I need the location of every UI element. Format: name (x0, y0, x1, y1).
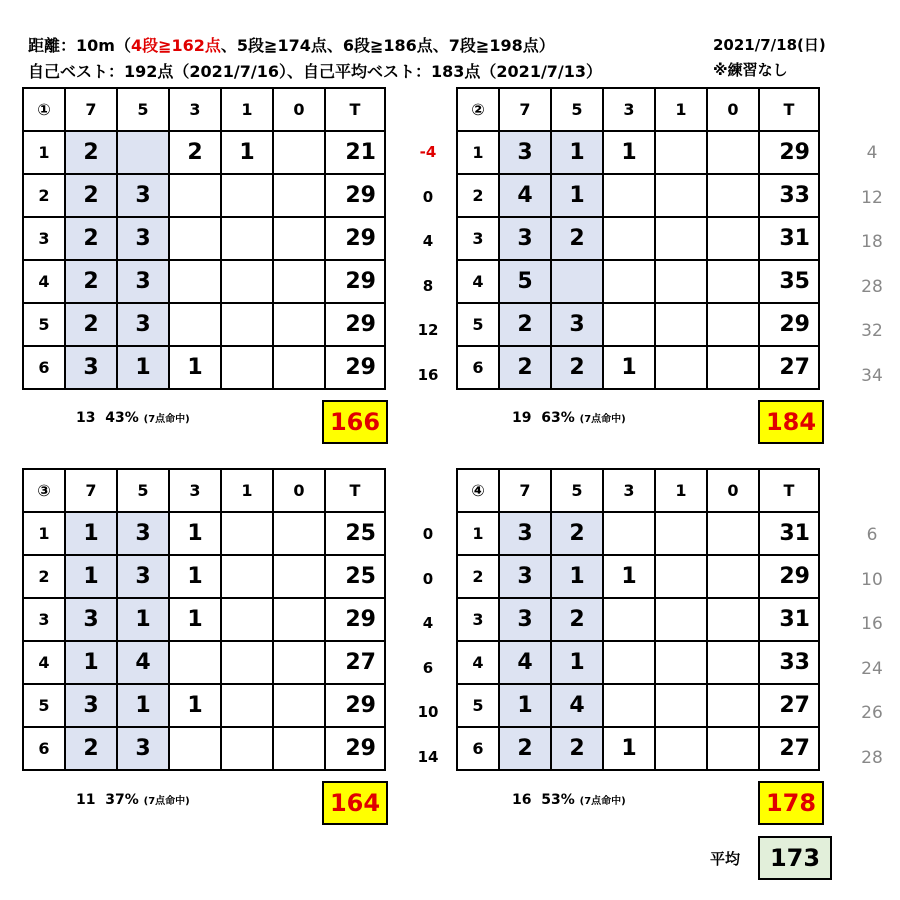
col-header-3: 3 (169, 88, 221, 131)
col-header-7: 7 (499, 469, 551, 512)
table-row (23, 555, 385, 598)
end-total: 29 (325, 598, 385, 641)
end-number: 1 (23, 131, 65, 174)
count-5: 3 (117, 217, 169, 260)
count-5: 4 (117, 641, 169, 684)
score-table (22, 87, 386, 390)
table-row (457, 217, 819, 260)
end-total: 35 (759, 260, 819, 303)
end-number: 6 (457, 727, 499, 770)
table-row (23, 260, 385, 303)
hit-rate: 43% (105, 410, 139, 426)
sheet-label: ④ (457, 469, 499, 512)
count-3 (169, 727, 221, 770)
count-0 (707, 555, 759, 598)
distance-requirements (28, 33, 555, 56)
end-number: 4 (23, 260, 65, 303)
count-1 (221, 174, 273, 217)
diff-value: 4 (422, 614, 434, 632)
hit-rate-note: (7点命中) (579, 414, 626, 425)
cumulative-value: 18 (861, 232, 883, 252)
count-1 (655, 641, 707, 684)
table-row (23, 217, 385, 260)
col-header-7: 7 (65, 88, 117, 131)
score-sheet-4 (456, 468, 818, 771)
count-5: 1 (117, 684, 169, 727)
sheet-total-2: 184 (758, 400, 824, 444)
end-number: 2 (457, 555, 499, 598)
hit-summary-2 (512, 410, 626, 426)
col-header-0: 0 (273, 88, 325, 131)
count-7: 3 (499, 131, 551, 174)
end-number: 5 (457, 303, 499, 346)
average-label: 平均 (710, 850, 741, 868)
count-1: 1 (221, 131, 273, 174)
count-1 (221, 260, 273, 303)
col-header-5: 5 (117, 469, 169, 512)
count-1 (655, 684, 707, 727)
count-0 (273, 217, 325, 260)
count-0 (273, 131, 325, 174)
end-total: 29 (325, 727, 385, 770)
cumulative-value: 24 (861, 659, 883, 679)
hit-rate-note: (7点命中) (143, 414, 190, 425)
diff-value: 12 (417, 321, 439, 339)
count-1 (655, 131, 707, 174)
end-total: 25 (325, 512, 385, 555)
end-total: 25 (325, 555, 385, 598)
table-row (23, 598, 385, 641)
end-number: 5 (457, 684, 499, 727)
sheet-total-4: 178 (758, 781, 824, 825)
count-5: 1 (551, 641, 603, 684)
sheet-total-1: 166 (322, 400, 388, 444)
end-total: 29 (759, 131, 819, 174)
cumulative-value: 6 (866, 525, 878, 545)
table-header-row (23, 469, 385, 512)
count-7: 1 (499, 684, 551, 727)
table-header-row (457, 469, 819, 512)
session-note: ※練習なし (713, 61, 788, 79)
count-7: 3 (499, 598, 551, 641)
col-header-1: 1 (221, 88, 273, 131)
col-header-1: 1 (221, 469, 273, 512)
sheet-label: ② (457, 88, 499, 131)
end-total: 27 (759, 346, 819, 389)
count-3 (169, 641, 221, 684)
count-5: 1 (551, 131, 603, 174)
cumulative-value: 28 (861, 748, 883, 768)
count-3: 1 (603, 131, 655, 174)
diff-value: 0 (422, 525, 434, 543)
count-0 (707, 303, 759, 346)
diff-value: 14 (417, 748, 439, 766)
grade4-requirement: 4段≧162点 (130, 36, 221, 55)
count-7: 2 (65, 260, 117, 303)
count-5: 2 (551, 512, 603, 555)
table-header-row (457, 88, 819, 131)
count-3 (603, 684, 655, 727)
count-7: 3 (65, 684, 117, 727)
count-0 (273, 727, 325, 770)
grade-requirements: 、5段≧174点、6段≧186点、7段≧198点） (220, 36, 555, 55)
count-5: 3 (551, 303, 603, 346)
diff-value: 4 (422, 232, 434, 250)
col-header-5: 5 (117, 88, 169, 131)
end-number: 4 (457, 260, 499, 303)
count-1 (655, 260, 707, 303)
count-1 (221, 684, 273, 727)
score-table (456, 87, 820, 390)
count-7: 2 (499, 303, 551, 346)
count-1 (221, 217, 273, 260)
table-row (457, 260, 819, 303)
count-7: 2 (65, 303, 117, 346)
cumulative-value: 10 (861, 570, 883, 590)
count-7: 1 (65, 512, 117, 555)
count-3: 1 (169, 512, 221, 555)
table-row (23, 684, 385, 727)
cumulative-value: 28 (861, 277, 883, 297)
count-5: 3 (117, 174, 169, 217)
count-7: 2 (65, 131, 117, 174)
count-0 (273, 174, 325, 217)
cumulative-value: 4 (866, 143, 878, 163)
average-value: 173 (758, 836, 832, 880)
col-header-total: T (759, 469, 819, 512)
count-7: 3 (65, 346, 117, 389)
distance-text: 距離：10m（ (28, 36, 131, 55)
table-row (457, 727, 819, 770)
diff-value: 10 (417, 703, 439, 721)
end-number: 1 (457, 512, 499, 555)
count-1 (655, 303, 707, 346)
col-header-7: 7 (499, 88, 551, 131)
count-7: 2 (499, 346, 551, 389)
col-header-3: 3 (603, 469, 655, 512)
count-0 (273, 684, 325, 727)
count-3 (603, 512, 655, 555)
table-row (23, 512, 385, 555)
end-total: 29 (325, 260, 385, 303)
count-0 (273, 598, 325, 641)
hit-summary-3 (76, 792, 190, 808)
end-total: 27 (759, 727, 819, 770)
count-1 (221, 598, 273, 641)
count-1 (221, 727, 273, 770)
count-1 (221, 641, 273, 684)
col-header-3: 3 (603, 88, 655, 131)
end-total: 31 (759, 217, 819, 260)
end-total: 29 (325, 217, 385, 260)
count-0 (707, 598, 759, 641)
count-5: 2 (551, 727, 603, 770)
end-number: 6 (23, 346, 65, 389)
table-row (23, 641, 385, 684)
count-7: 3 (499, 512, 551, 555)
end-total: 29 (325, 174, 385, 217)
hit-count: 11 (76, 792, 96, 808)
cumulative-value: 32 (861, 321, 883, 341)
end-number: 6 (23, 727, 65, 770)
diff-value: 8 (422, 277, 434, 295)
count-5: 3 (117, 512, 169, 555)
end-total: 31 (759, 598, 819, 641)
end-number: 3 (23, 217, 65, 260)
table-row (23, 303, 385, 346)
count-7: 4 (499, 641, 551, 684)
count-3: 1 (169, 684, 221, 727)
end-number: 2 (23, 555, 65, 598)
col-header-total: T (759, 88, 819, 131)
count-7: 1 (65, 555, 117, 598)
sheet-total-3: 164 (322, 781, 388, 825)
count-3 (603, 641, 655, 684)
hit-count: 16 (512, 792, 532, 808)
hit-count: 13 (76, 410, 96, 426)
table-header-row (23, 88, 385, 131)
count-7: 1 (65, 641, 117, 684)
count-3: 1 (603, 727, 655, 770)
col-header-0: 0 (707, 469, 759, 512)
count-1 (655, 174, 707, 217)
col-header-total: T (325, 469, 385, 512)
end-number: 5 (23, 303, 65, 346)
count-3 (603, 260, 655, 303)
hit-summary-1 (76, 410, 190, 426)
count-3 (603, 303, 655, 346)
end-total: 29 (759, 555, 819, 598)
count-0 (273, 512, 325, 555)
count-5: 3 (117, 727, 169, 770)
end-number: 3 (23, 598, 65, 641)
table-row (457, 346, 819, 389)
count-5: 2 (551, 217, 603, 260)
count-3: 1 (603, 555, 655, 598)
count-3: 1 (169, 346, 221, 389)
count-3 (169, 217, 221, 260)
count-5: 3 (117, 260, 169, 303)
count-1 (221, 303, 273, 346)
count-5: 3 (117, 303, 169, 346)
table-row (23, 346, 385, 389)
table-row (457, 684, 819, 727)
count-5: 1 (551, 174, 603, 217)
cumulative-value: 16 (861, 614, 883, 634)
table-row (23, 131, 385, 174)
table-row (23, 727, 385, 770)
end-number: 3 (457, 217, 499, 260)
count-1 (655, 512, 707, 555)
count-7: 3 (499, 217, 551, 260)
count-7: 4 (499, 174, 551, 217)
hit-summary-4 (512, 792, 626, 808)
col-header-7: 7 (65, 469, 117, 512)
hit-rate: 53% (541, 792, 575, 808)
end-total: 29 (325, 303, 385, 346)
count-7: 3 (499, 555, 551, 598)
end-number: 1 (23, 512, 65, 555)
count-1 (221, 512, 273, 555)
score-sheet-2 (456, 87, 818, 390)
end-number: 5 (23, 684, 65, 727)
end-total: 31 (759, 512, 819, 555)
count-5: 2 (551, 598, 603, 641)
count-3: 1 (603, 346, 655, 389)
cumulative-value: 26 (861, 703, 883, 723)
end-number: 2 (457, 174, 499, 217)
col-header-5: 5 (551, 88, 603, 131)
count-3: 2 (169, 131, 221, 174)
end-total: 29 (325, 346, 385, 389)
count-5 (551, 260, 603, 303)
diff-value: 6 (422, 659, 434, 677)
end-total: 29 (325, 684, 385, 727)
end-number: 6 (457, 346, 499, 389)
count-0 (273, 346, 325, 389)
end-number: 4 (23, 641, 65, 684)
count-1 (221, 555, 273, 598)
end-total: 21 (325, 131, 385, 174)
diff-value: 16 (417, 366, 439, 384)
count-1 (655, 346, 707, 389)
count-7: 2 (65, 727, 117, 770)
hit-rate-note: (7点命中) (579, 796, 626, 807)
sheet-label: ① (23, 88, 65, 131)
count-0 (273, 303, 325, 346)
col-header-5: 5 (551, 469, 603, 512)
cumulative-value: 12 (861, 188, 883, 208)
count-0 (707, 727, 759, 770)
diff-value: -4 (419, 143, 437, 161)
count-3 (169, 303, 221, 346)
end-total: 27 (325, 641, 385, 684)
count-1 (655, 727, 707, 770)
table-row (457, 555, 819, 598)
hit-rate: 63% (541, 410, 575, 426)
count-7: 2 (499, 727, 551, 770)
table-row (457, 303, 819, 346)
count-3: 1 (169, 598, 221, 641)
count-0 (707, 174, 759, 217)
col-header-0: 0 (707, 88, 759, 131)
col-header-3: 3 (169, 469, 221, 512)
end-total: 29 (759, 303, 819, 346)
end-number: 3 (457, 598, 499, 641)
diff-value: 0 (422, 188, 434, 206)
count-3: 1 (169, 555, 221, 598)
col-header-1: 1 (655, 88, 707, 131)
cumulative-value: 34 (861, 366, 883, 386)
count-0 (707, 641, 759, 684)
count-5: 1 (117, 598, 169, 641)
count-5: 1 (117, 346, 169, 389)
count-7: 3 (65, 598, 117, 641)
count-0 (707, 131, 759, 174)
count-0 (707, 217, 759, 260)
count-5: 4 (551, 684, 603, 727)
count-7: 5 (499, 260, 551, 303)
table-row (457, 512, 819, 555)
col-header-0: 0 (273, 469, 325, 512)
score-table (456, 468, 820, 771)
count-0 (273, 555, 325, 598)
end-number: 4 (457, 641, 499, 684)
end-number: 1 (457, 131, 499, 174)
session-date: 2021/7/18(日) (713, 36, 826, 54)
count-1 (655, 555, 707, 598)
sheet-label: ③ (23, 469, 65, 512)
score-sheet-1 (22, 87, 384, 390)
count-0 (707, 346, 759, 389)
count-0 (273, 641, 325, 684)
count-5 (117, 131, 169, 174)
count-3 (603, 598, 655, 641)
diff-value: 0 (422, 570, 434, 588)
count-0 (273, 260, 325, 303)
count-3 (603, 217, 655, 260)
personal-best: 自己ベスト：192点（2021/7/16）、自己平均ベスト：183点（2021/7/13） (28, 62, 603, 81)
count-7: 2 (65, 174, 117, 217)
col-header-total: T (325, 88, 385, 131)
score-table (22, 468, 386, 771)
count-1 (655, 217, 707, 260)
col-header-1: 1 (655, 469, 707, 512)
count-3 (169, 260, 221, 303)
count-5: 2 (551, 346, 603, 389)
count-1 (221, 346, 273, 389)
count-1 (655, 598, 707, 641)
count-5: 3 (117, 555, 169, 598)
hit-count: 19 (512, 410, 532, 426)
table-row (457, 598, 819, 641)
count-0 (707, 260, 759, 303)
end-number: 2 (23, 174, 65, 217)
score-sheet-3 (22, 468, 384, 771)
end-total: 33 (759, 174, 819, 217)
count-0 (707, 684, 759, 727)
table-row (23, 174, 385, 217)
end-total: 33 (759, 641, 819, 684)
table-row (457, 174, 819, 217)
hit-rate: 37% (105, 792, 139, 808)
end-total: 27 (759, 684, 819, 727)
table-row (457, 641, 819, 684)
count-7: 2 (65, 217, 117, 260)
count-5: 1 (551, 555, 603, 598)
count-3 (603, 174, 655, 217)
count-0 (707, 512, 759, 555)
count-3 (169, 174, 221, 217)
hit-rate-note: (7点命中) (143, 796, 190, 807)
table-row (457, 131, 819, 174)
